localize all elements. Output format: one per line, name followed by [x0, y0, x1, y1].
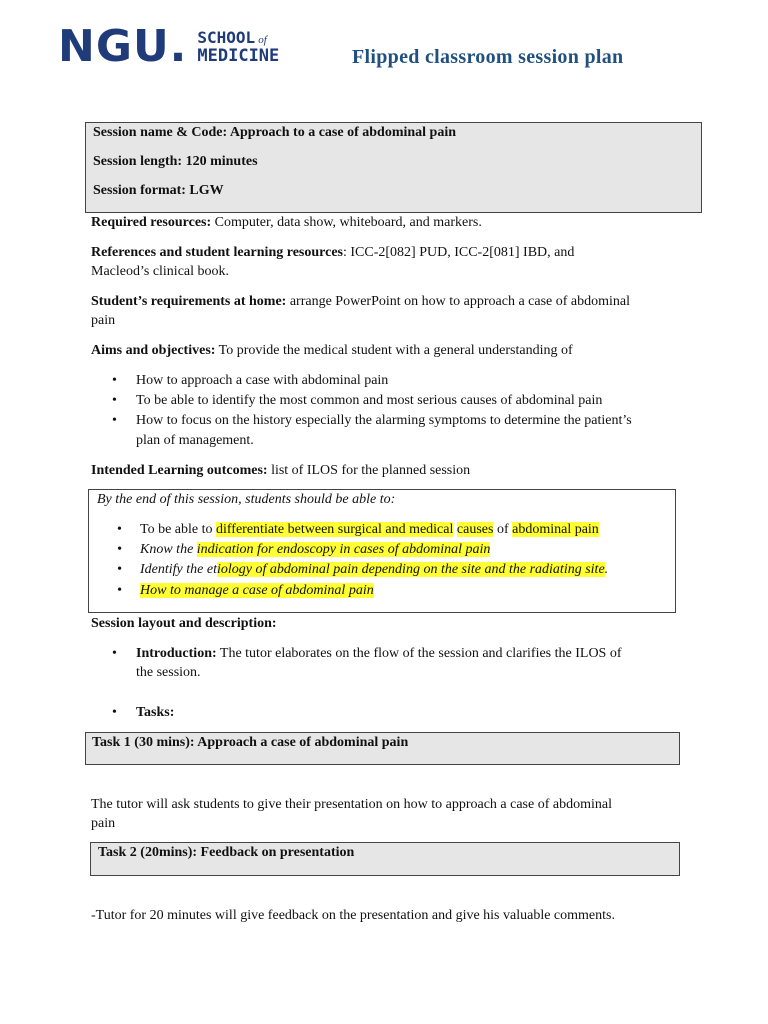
ilo-item-text: Identify the et [140, 562, 217, 577]
ilo-highlight: abdominal pain [512, 522, 599, 537]
aims-bullet-2 [112, 391, 603, 411]
ilo-item-2 [117, 542, 491, 558]
bullet-dot: • [117, 583, 122, 598]
task-1-description: The tutor will ask students to give their presentation on how to approach a case of abdominal [91, 797, 612, 812]
home-requirements-label: Student’s requirements at home: [91, 294, 287, 309]
task-2-title: Task 2 (20mins): Feedback on presentation [98, 845, 355, 860]
ilo-highlight: differentiate between surgical and medical [216, 522, 454, 537]
aims-bullet-3 [112, 411, 632, 431]
bullet-dot: • [117, 562, 122, 577]
introduction-bullet [112, 644, 622, 664]
ilo-item-3 [117, 562, 609, 578]
ngu-logo [58, 22, 279, 72]
home-requirements [91, 292, 630, 311]
aims-bullet-text: How to focus on the history especially the alarming symptoms to determine the patient’s [136, 413, 632, 428]
session-length: Session length: 120 minutes [93, 154, 258, 169]
aims-bullet-1 [112, 371, 389, 391]
ilo-item-text: of [493, 522, 513, 537]
ilo-item-text: To be able to [140, 522, 216, 537]
logo-school-of-medicine [197, 27, 280, 66]
ilo-label: Intended Learning outcomes: [91, 463, 268, 478]
ilo-item-text: Know the [140, 542, 197, 557]
tasks-bullet [112, 703, 175, 723]
task-2-box [90, 842, 680, 876]
required-resources-label: Required resources: [91, 215, 212, 230]
logo-school-text: SCHOOL [197, 27, 256, 47]
introduction-label: Introduction: [136, 646, 217, 661]
references-label: References and student learning resources [91, 245, 343, 260]
bullet-dot: • [112, 705, 117, 720]
ilo-item-1 [117, 522, 599, 538]
task-1-box [85, 732, 680, 765]
task-1-description-line-2: pain [91, 816, 116, 831]
session-layout-heading [91, 614, 277, 633]
ilo-highlight: indication for endoscopy in cases of abdominal pain [196, 542, 491, 557]
session-format: Session format: LGW [93, 183, 224, 198]
tasks-label: Tasks: [136, 705, 175, 720]
aims-label: Aims and objectives: [91, 343, 216, 358]
bullet-dot: • [112, 646, 117, 661]
session-layout-label: Session layout and description: [91, 616, 277, 631]
bullet-dot: • [112, 413, 117, 428]
task-2-description: -Tutor for 20 minutes will give feedback on the presentation and give his valuable comments. [91, 908, 615, 923]
ilo-box [88, 489, 676, 613]
bullet-dot: • [112, 393, 117, 408]
references-line-1: : ICC-2[082] PUD, ICC-2[081] IBD, and [342, 245, 575, 260]
references-line-2: Macleod’s clinical book. [91, 264, 230, 279]
ilo-lead: By the end of this session, students should be able to: [97, 492, 396, 507]
introduction-line-2: the session. [136, 665, 201, 680]
aims-text: To provide the medical student with a general understanding of [215, 343, 573, 358]
task-1-title: Task 1 (30 mins): Approach a case of abdominal pain [92, 735, 409, 750]
intended-learning-outcomes [91, 461, 470, 480]
ilo-highlight: causes [456, 522, 494, 537]
ilo-highlight: How to manage a case of abdominal pain [140, 583, 374, 598]
aims-bullet-text: To be able to identify the most common and most serious causes of abdominal pain [136, 393, 603, 408]
ilo-highlight: iology of abdominal pain depending on the site and the radiating site [216, 562, 605, 577]
aims-objectives [91, 341, 573, 360]
document-title: Flipped classroom session plan [352, 46, 624, 68]
introduction-text: The tutor elaborates on the flow of the session and clarifies the ILOS of [216, 646, 622, 661]
ilo-item-4 [117, 583, 374, 599]
session-info-box [85, 122, 702, 213]
bullet-dot: • [117, 522, 122, 537]
references [91, 243, 574, 262]
required-resources-text: Computer, data show, whiteboard, and markers. [211, 215, 482, 230]
logo-of-text: of [258, 33, 267, 46]
aims-bullet-text: How to approach a case with abdominal pain [136, 373, 389, 388]
ilo-item-text: . [604, 562, 609, 577]
home-requirements-line-1: arrange PowerPoint on how to approach a case of abdominal [286, 294, 631, 309]
session-name: Session name & Code: Approach to a case of abdominal pain [93, 125, 457, 140]
required-resources [91, 213, 482, 232]
ilo-text: list of ILOS for the planned session [267, 463, 471, 478]
aims-bullet-3-cont: plan of management. [136, 433, 254, 448]
bullet-dot: • [112, 373, 117, 388]
home-requirements-line-2: pain [91, 313, 116, 328]
logo-medicine-text: MEDICINE [197, 45, 280, 66]
bullet-dot: • [117, 542, 122, 557]
logo-ngu-text: NGU. [58, 21, 188, 72]
